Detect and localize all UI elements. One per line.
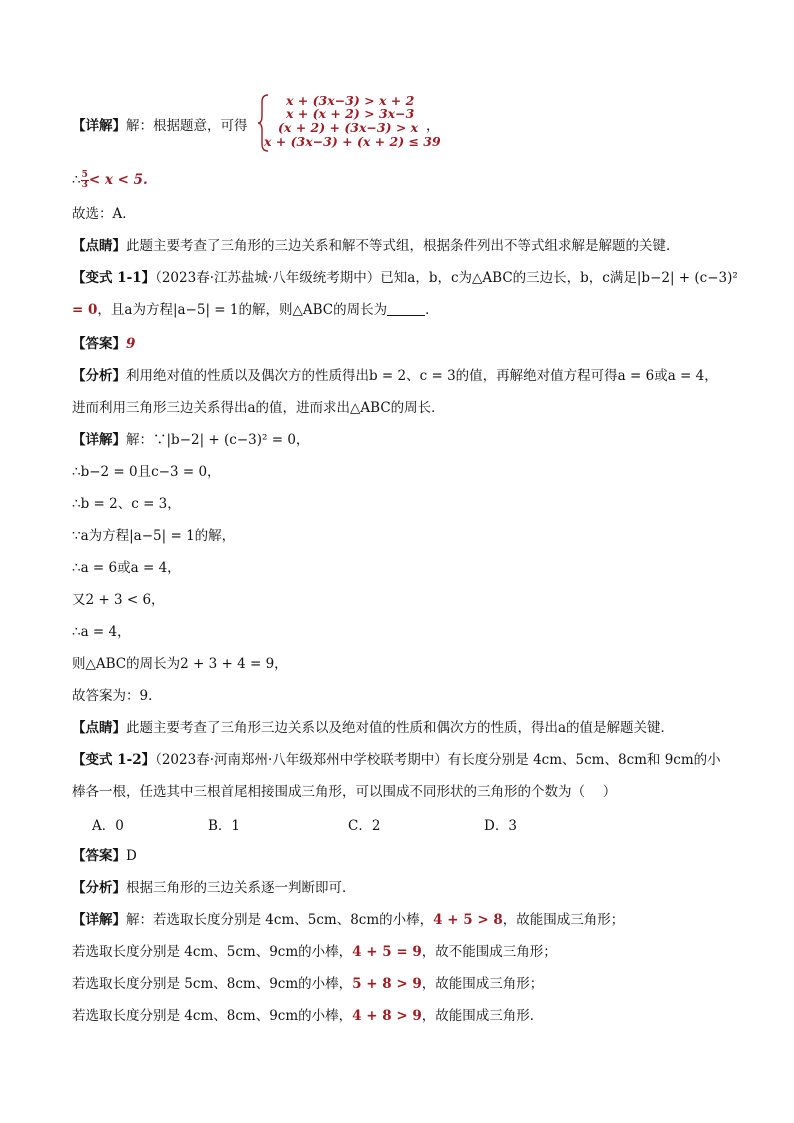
therefore-symbol: ∴	[72, 172, 81, 188]
system-row-1: x + (3x−3) > x + 2	[286, 93, 415, 108]
analysis-1-1-line-1: 【分析】利用绝对值的性质以及偶次方的性质得出b = 2、c = 3的值，再解绝对值方程可得a = 6或a = 4，	[72, 368, 718, 384]
detail-text: 解：根据题意，可得	[126, 118, 248, 134]
analysis-1-2: 【分析】根据三角形的三边关系逐一判断即可．	[72, 880, 356, 896]
answer-blank[interactable]	[387, 302, 425, 316]
variant-1-2-line-1: 【变式 1-2】（2023春·河南郑州·八年级郑州中学校联考期中）有长度分别是 4cm、5cm、8cm和 9cm的小	[72, 752, 721, 768]
detail-1-1-line-2: ∴b−2 = 0且c−3 = 0，	[72, 464, 221, 480]
option-b[interactable]: B．1	[208, 818, 241, 834]
detail-1-2-line-3: 若选取长度分别是 5cm、8cm、9cm的小棒，5 + 8 > 9，故能围成三角形；	[72, 976, 544, 992]
detail-1-1-line-8: 则△ABC的周长为2 + 3 + 4 = 9，	[72, 656, 288, 672]
variant-1-1-line-2: = 0，且a为方程|a−5| = 1的解，则△ABC的周长为 ．	[72, 302, 439, 318]
result-1	[72, 170, 148, 190]
comment-1: 【点睛】此题主要考查了三角形的三边关系和解不等式组，根据条件列出不等式组求解是解题的关键．	[72, 238, 680, 254]
detail-1-1-line-7: ∴a = 4，	[72, 624, 131, 640]
detail-1-1-line-9: 故答案为：9．	[72, 688, 162, 704]
option-d[interactable]: D．3	[484, 818, 517, 834]
detail-1-1-line-1: 【详解】解：∵|b−2| + (c−3)² = 0，	[72, 432, 310, 448]
comment-1-1: 【点睛】此题主要考查了三角形三边关系以及绝对值的性质和偶次方的性质，得出a的值是解题关键．	[72, 720, 675, 736]
option-a[interactable]: A．0	[92, 818, 124, 834]
fraction: $\frac{5}{3}$	[81, 170, 88, 190]
detail-1-1-line-5: ∴a = 6或a = 4，	[72, 560, 181, 576]
system-trail: ，	[426, 118, 440, 134]
detail-1	[72, 116, 248, 136]
option-c[interactable]: C．2	[348, 818, 381, 834]
answer-1-2: 【答案】D	[72, 848, 137, 864]
result-inequality: < x < 5.	[88, 172, 148, 188]
variant-1-1-line-1: 【变式 1-1】（2023春·江苏盐城·八年级统考期中）已知a，b，c为△ABC的三边长，b，c满足|b−2| + (c−3)²	[72, 270, 738, 286]
system-row-4: x + (3x−3) + (x + 2) ≤ 39	[264, 134, 441, 149]
variant-1-2-line-2: 棒各一根，任选其中三根首尾相接围成三角形，可以围成不同形状的三角形的个数为（ ）	[72, 784, 617, 800]
detail-1-2-line-1: 【详解】解：若选取长度分别是 4cm、5cm、8cm的小棒，4 + 5 > 8，故能围成三角形；	[72, 912, 625, 928]
system-row-2: x + (x + 2) > 3x−3	[286, 106, 415, 121]
detail-1-2-line-2: 若选取长度分别是 4cm、5cm、9cm的小棒，4 + 5 = 9，故不能围成三角形；	[72, 944, 557, 960]
detail-tag: 【详解】	[72, 118, 126, 134]
detail-1-2-line-4: 若选取长度分别是 4cm、8cm、9cm的小棒，4 + 8 > 9，故能围成三角形．	[72, 1008, 544, 1024]
answer-1-1: 【答案】9	[72, 336, 136, 352]
analysis-1-1-line-2: 进而利用三角形三边关系得出a的值，进而求出△ABC的周长．	[72, 400, 445, 416]
system-row-3: (x + 2) + (3x−3) > x	[278, 120, 419, 135]
choose-1: 故选：A．	[72, 206, 136, 222]
detail-1-1-line-3: ∴b = 2、c = 3，	[72, 496, 181, 512]
detail-1-1-line-4: ∵a为方程|a−5| = 1的解，	[72, 528, 236, 544]
detail-1-1-line-6: 又2 + 3 < 6，	[72, 592, 165, 608]
